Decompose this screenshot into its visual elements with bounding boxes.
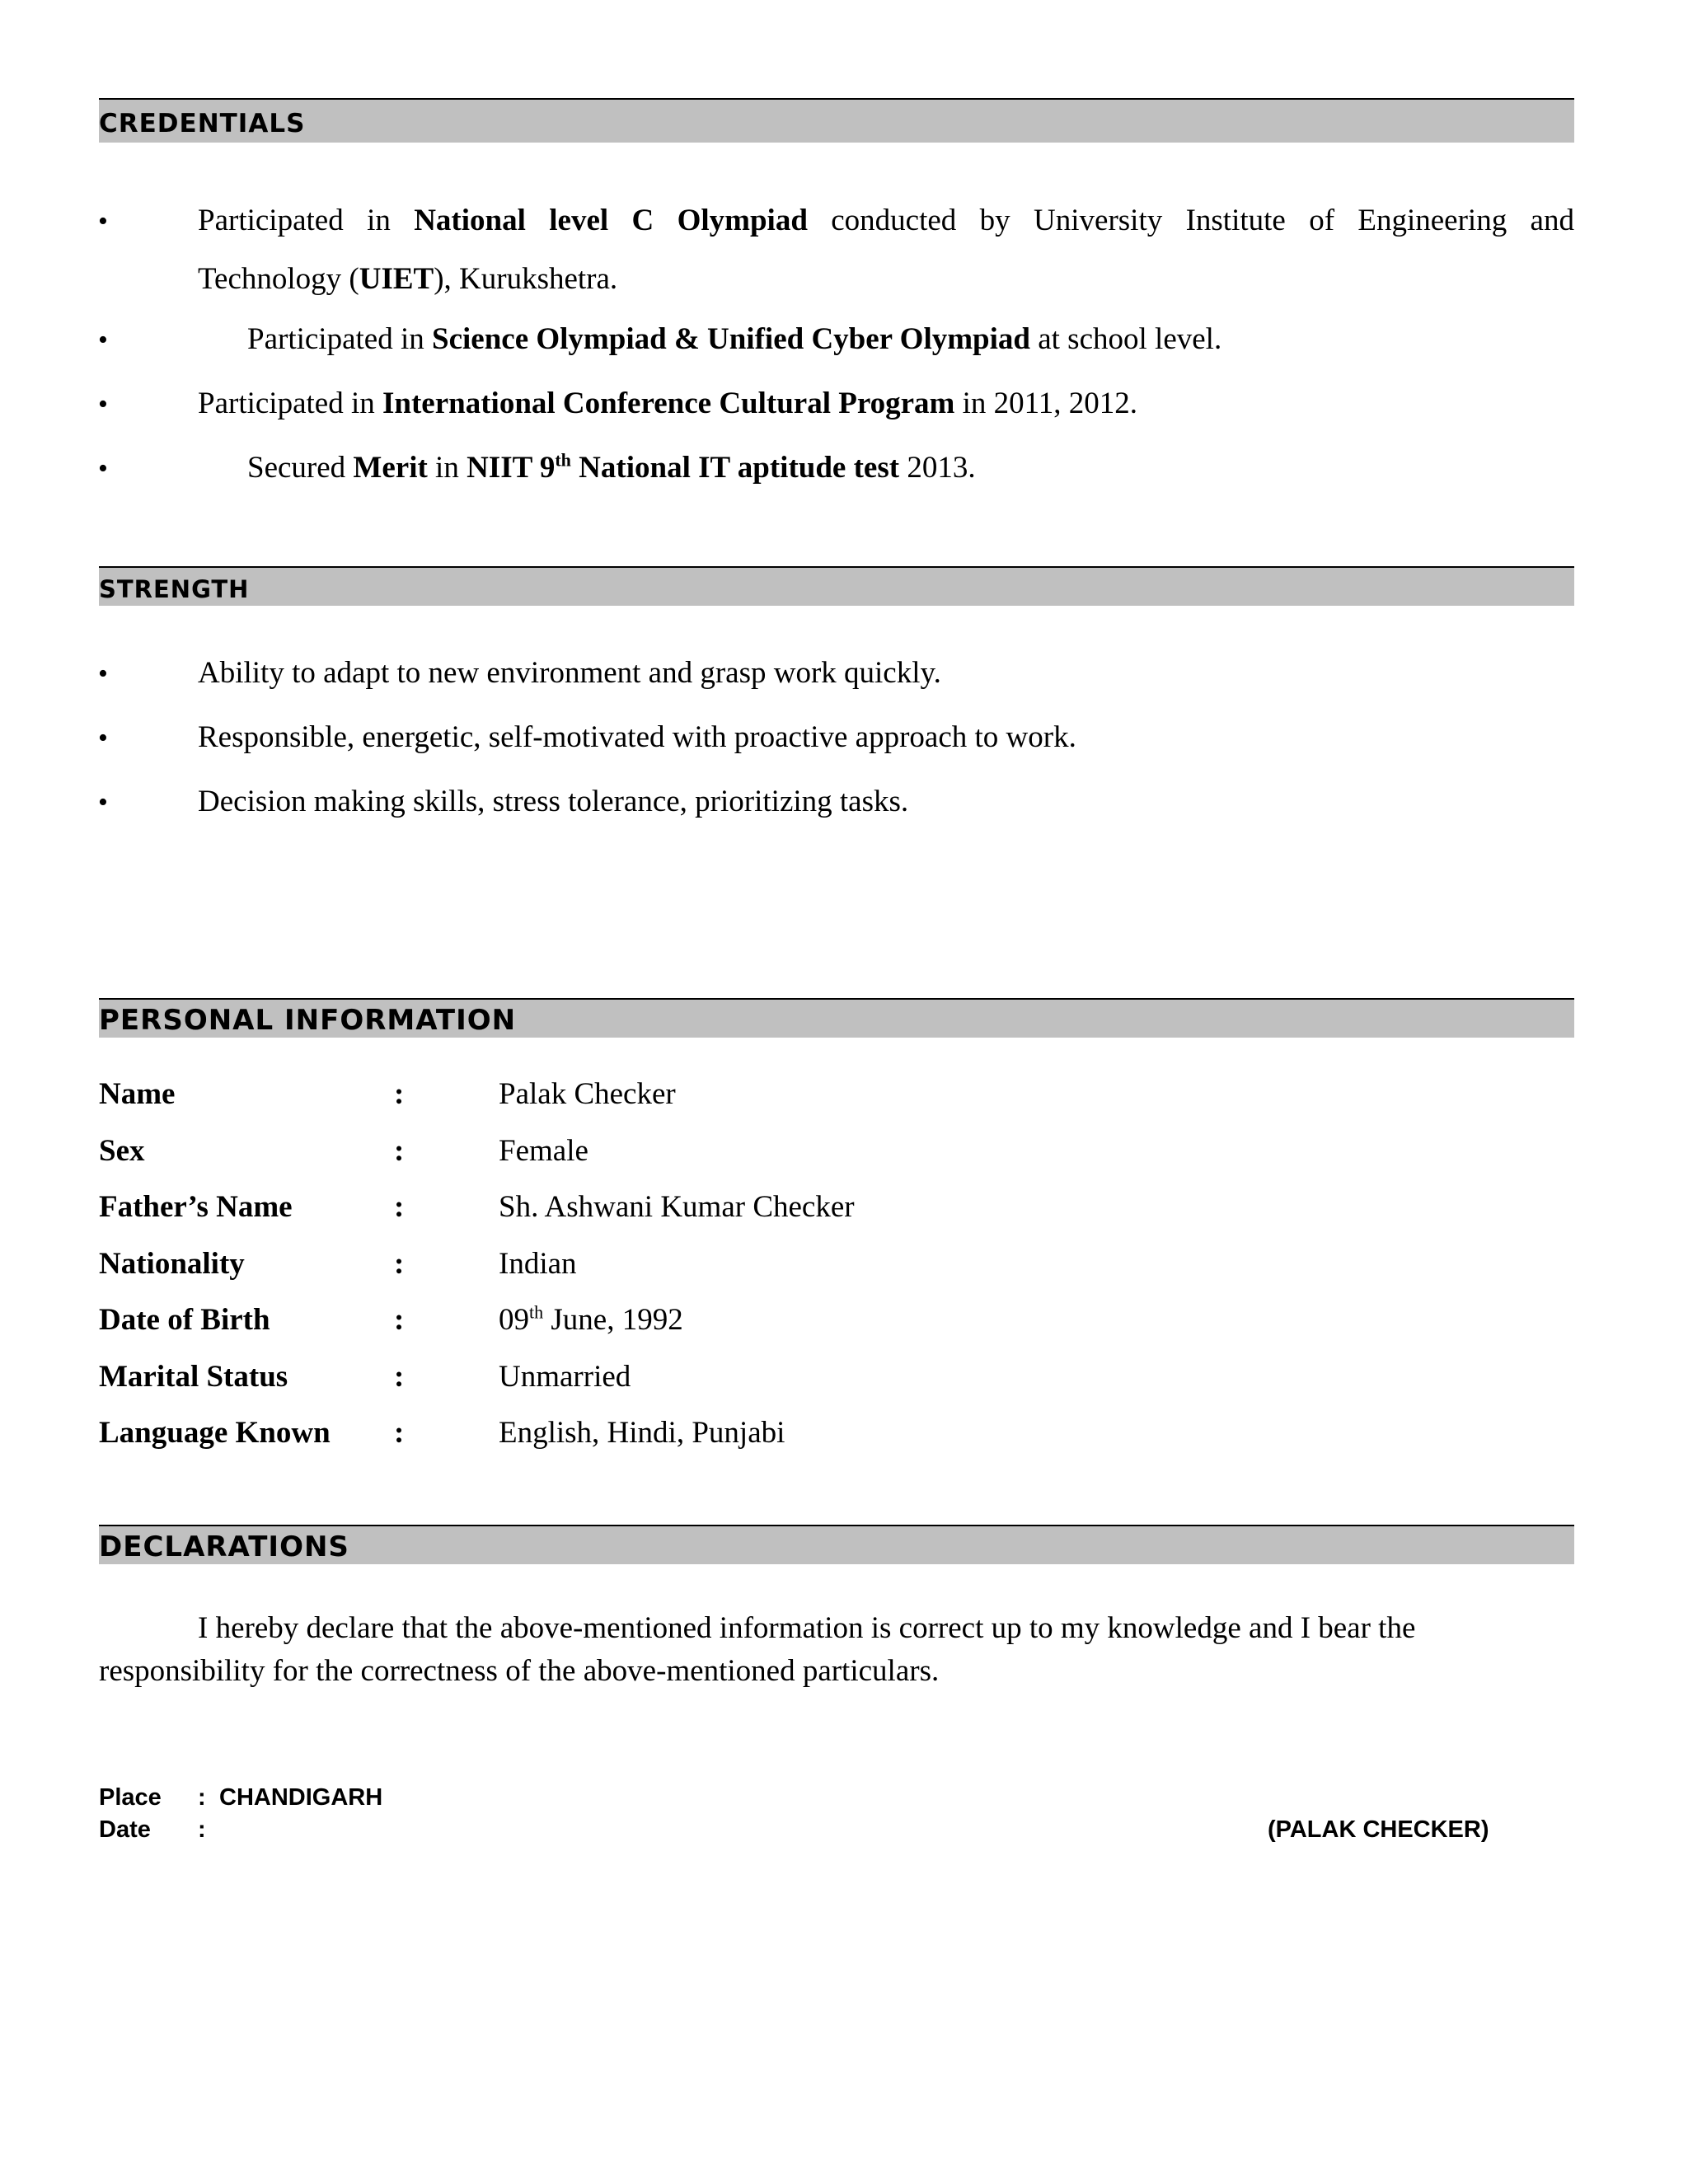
separator: : xyxy=(394,1247,405,1281)
separator: : xyxy=(394,1077,405,1111)
sex-label: Sex xyxy=(99,1134,145,1168)
bullet: • xyxy=(98,723,108,753)
strength-item-3: Decision making skills, stress tolerance, prioritizing tasks. xyxy=(198,785,909,818)
declaration-text xyxy=(99,1607,1574,1693)
nationality-value: Indian xyxy=(499,1247,577,1281)
declaration-line-2: responsibility for the correctness of the above-mentioned particulars. xyxy=(99,1654,940,1688)
date-colon: : xyxy=(198,1816,206,1843)
credentials-item-4: Secured Merit in NIIT 9th National IT aptitude test 2013. xyxy=(247,449,976,485)
place-label: Place xyxy=(99,1784,162,1811)
strength-item-2: Responsible, energetic, self-motivated with proactive approach to work. xyxy=(198,720,1076,754)
strength-item-1: Ability to adapt to new environment and grasp work quickly. xyxy=(198,656,941,690)
marital-status-label: Marital Status xyxy=(99,1360,288,1394)
language-label: Language Known xyxy=(99,1416,331,1450)
credentials-item-1: Participated in National level C Olympiad conducted by University Institute of Engineering and xyxy=(198,204,1574,237)
bullet: • xyxy=(98,206,108,237)
separator: : xyxy=(394,1303,405,1337)
bullet: • xyxy=(98,453,108,484)
bullet: • xyxy=(98,787,108,818)
dob-label: Date of Birth xyxy=(99,1303,270,1337)
credentials-header xyxy=(99,98,1574,143)
separator: : xyxy=(394,1416,405,1450)
strength-header xyxy=(99,566,1574,606)
personal-info-header xyxy=(99,998,1574,1038)
personal-info-heading: PERSONAL INFORMATION xyxy=(99,1004,517,1037)
separator: : xyxy=(394,1360,405,1394)
strength-heading: STRENGTH xyxy=(99,575,250,603)
bullet: • xyxy=(98,389,108,419)
dob-value: 09th June, 1992 xyxy=(499,1301,683,1337)
declarations-header xyxy=(99,1525,1574,1564)
name-value: Palak Checker xyxy=(499,1077,676,1111)
bullet: • xyxy=(98,658,108,689)
nationality-label: Nationality xyxy=(99,1247,245,1281)
place-value: CHANDIGARH xyxy=(219,1784,383,1811)
sex-value: Female xyxy=(499,1134,588,1168)
separator: : xyxy=(394,1134,405,1168)
date-label: Date xyxy=(99,1816,151,1843)
fathers-name-label: Father’s Name xyxy=(99,1190,293,1224)
declarations-heading: DECLARATIONS xyxy=(99,1530,349,1563)
language-value: English, Hindi, Punjabi xyxy=(499,1416,785,1450)
declaration-line-1: I hereby declare that the above-mentioned information is correct up to my knowledge and I bear the xyxy=(198,1611,1416,1645)
name-label: Name xyxy=(99,1077,176,1111)
credentials-item-2: Participated in Science Olympiad & Unified Cyber Olympiad at school level. xyxy=(247,322,1222,356)
fathers-name-value: Sh. Ashwani Kumar Checker xyxy=(499,1190,855,1224)
credentials-heading: CREDENTIALS xyxy=(99,109,306,138)
marital-status-value: Unmarried xyxy=(499,1360,631,1394)
separator: : xyxy=(394,1190,405,1224)
place-colon: : xyxy=(198,1784,206,1811)
bullet: • xyxy=(98,325,108,355)
credentials-item-3: Participated in International Conference Cultural Program in 2011, 2012. xyxy=(198,387,1138,420)
credentials-item-1-line2: Technology (UIET), Kurukshetra. xyxy=(198,262,618,296)
signature-name: (PALAK CHECKER) xyxy=(1268,1816,1489,1843)
